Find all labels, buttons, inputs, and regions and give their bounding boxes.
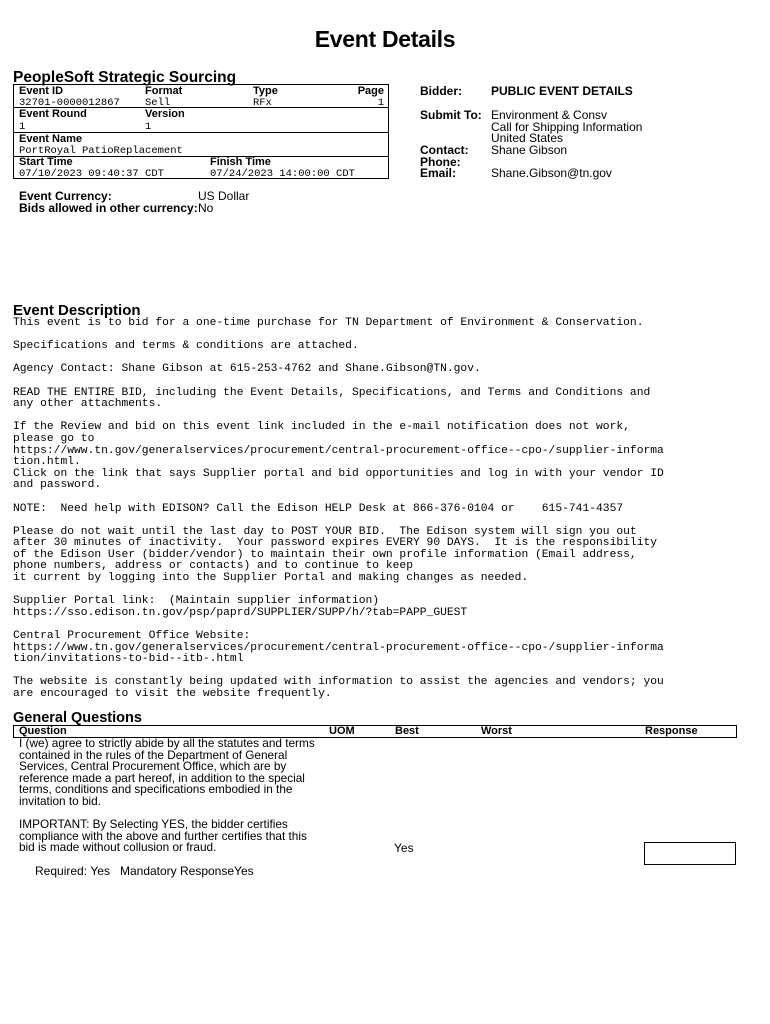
description-paragraph: This event is to bid for a one-time purchase for TN Department of Environment & Conservation. xyxy=(13,317,644,329)
event-currency-value: US Dollar xyxy=(198,189,250,203)
org-title: PeopleSoft Strategic Sourcing xyxy=(13,69,237,86)
submit-to-line: United States xyxy=(491,131,564,145)
worst-column-header: Worst xyxy=(481,725,512,737)
mandatory-response-value: Yes xyxy=(234,864,254,878)
mandatory-response-label: Mandatory Response xyxy=(119,864,235,878)
required-line xyxy=(35,864,254,878)
start-time-value: 07/10/2023 09:40:37 CDT xyxy=(19,168,164,180)
type-label: Type xyxy=(253,85,278,97)
phone-label: Phone: xyxy=(420,155,461,169)
required-value: Yes xyxy=(90,864,110,878)
finish-time-value: 07/24/2023 14:00:00 CDT xyxy=(210,168,355,180)
submit-to-line: Call for Shipping Information xyxy=(491,120,643,134)
event-currency-label: Event Currency: xyxy=(19,189,112,203)
submit-to-line: Environment & Consv xyxy=(491,108,608,122)
event-round-label: Event Round xyxy=(19,108,87,120)
question-paragraph: IMPORTANT: By Selecting YES, the bidder certifies compliance with the above and further certifies that this bid is made without collusion or fraud. xyxy=(19,817,307,855)
description-paragraph: If the Review and bid on this event link included in the e-mail notification does not work, please go to https://www.tn.gov/generalservices/procurement/central-procurement-office--cpo-/supplier-informa tion.html. Click on the link that says Supplier portal and bid opportunities and log in with your vendor ID and password. xyxy=(13,421,664,492)
event-id-label: Event ID xyxy=(19,85,64,97)
question-column-header: Question xyxy=(19,725,67,737)
version-label: Version xyxy=(145,108,185,120)
general-questions-title: General Questions xyxy=(13,710,142,726)
event-id-value: 32701-0000012867 xyxy=(19,97,120,109)
event-name-label: Event Name xyxy=(19,133,82,145)
description-paragraph: READ THE ENTIRE BID, including the Event Details, Specifications, and Terms and Conditions and any other attachments. xyxy=(13,386,651,411)
bidder-value: PUBLIC EVENT DETAILS xyxy=(491,84,633,98)
version-value: 1 xyxy=(145,121,152,133)
type-value: RFx xyxy=(253,97,272,109)
event-description-body xyxy=(13,318,765,712)
response-column-header: Response xyxy=(645,725,698,737)
uom-column-header: UOM xyxy=(329,725,355,737)
format-label: Format xyxy=(145,85,183,97)
email-label: Email: xyxy=(420,166,457,180)
finish-time-label: Finish Time xyxy=(210,156,271,168)
best-value: Yes xyxy=(394,841,414,855)
best-column-header: Best xyxy=(395,725,419,737)
required-label: Required: xyxy=(35,864,88,878)
question-paragraph: I (we) agree to strictly abide by all the statutes and terms contained in the rules of the Department of General Services, Central Procurement Office, which are by reference made a part hereof, in addition to the special terms, conditions and specifications embodied in the invitation to bid. xyxy=(19,736,315,808)
description-paragraph: Supplier Portal link: (Maintain supplier information) https://sso.edison.tn.gov/psp/paprd/SUPPLIER/SUPP/h/?tab=PAPP_GUEST xyxy=(13,595,468,619)
email-value: Shane.Gibson@tn.gov xyxy=(491,166,612,180)
question-text xyxy=(19,738,319,866)
event-info-box xyxy=(13,84,389,179)
page-value: 1 xyxy=(377,97,384,109)
event-name-value: PortRoyal PatioReplacement xyxy=(19,145,183,157)
bidder-label: Bidder: xyxy=(420,84,462,98)
page-title: Event Details xyxy=(314,26,456,52)
other-currency-value: No xyxy=(198,201,214,215)
format-value: Sell xyxy=(145,97,171,109)
event-round-value: 1 xyxy=(19,121,26,133)
description-paragraph: NOTE: Need help with EDISON? Call the Edison HELP Desk at 866-376-0104 or 615-741-4357 xyxy=(13,502,624,515)
description-paragraph: Agency Contact: Shane Gibson at 615-253-4762 and Shane.Gibson@TN.gov. xyxy=(13,363,481,376)
event-description-title: Event Description xyxy=(13,302,141,319)
contact-label: Contact: xyxy=(420,143,469,157)
start-time-label: Start Time xyxy=(19,156,73,168)
page-label: Page xyxy=(357,85,384,97)
submit-to-line: Shane Gibson xyxy=(491,143,568,157)
description-paragraph: The website is constantly being updated with information to assist the agencies and vendors; you are encouraged to visit the website frequently. xyxy=(13,676,664,700)
response-input[interactable] xyxy=(644,842,736,865)
submit-to-label: Submit To: xyxy=(420,108,482,122)
description-paragraph: Specifications and terms & conditions are attached. xyxy=(13,340,359,353)
description-paragraph: Please do not wait until the last day to POST YOUR BID. The Edison system will sign you out after 30 minutes of inactivity. Your password expires EVERY 90 DAYS. It is the responsibility of the Edison User (bidder/vendor) to maintain their own profile information (Email address, phone numbers, address or contacts) and to continue to keep it current by logging into the Supplier Portal and making changes as needed. xyxy=(13,525,658,585)
other-currency-label: Bids allowed in other currency: xyxy=(19,201,198,215)
description-paragraph: Central Procurement Office Website: https://www.tn.gov/generalservices/procurement/central-procurement-office--cpo-/supplier-informa tion/invitations-to-bid--itb-.html xyxy=(13,630,664,666)
